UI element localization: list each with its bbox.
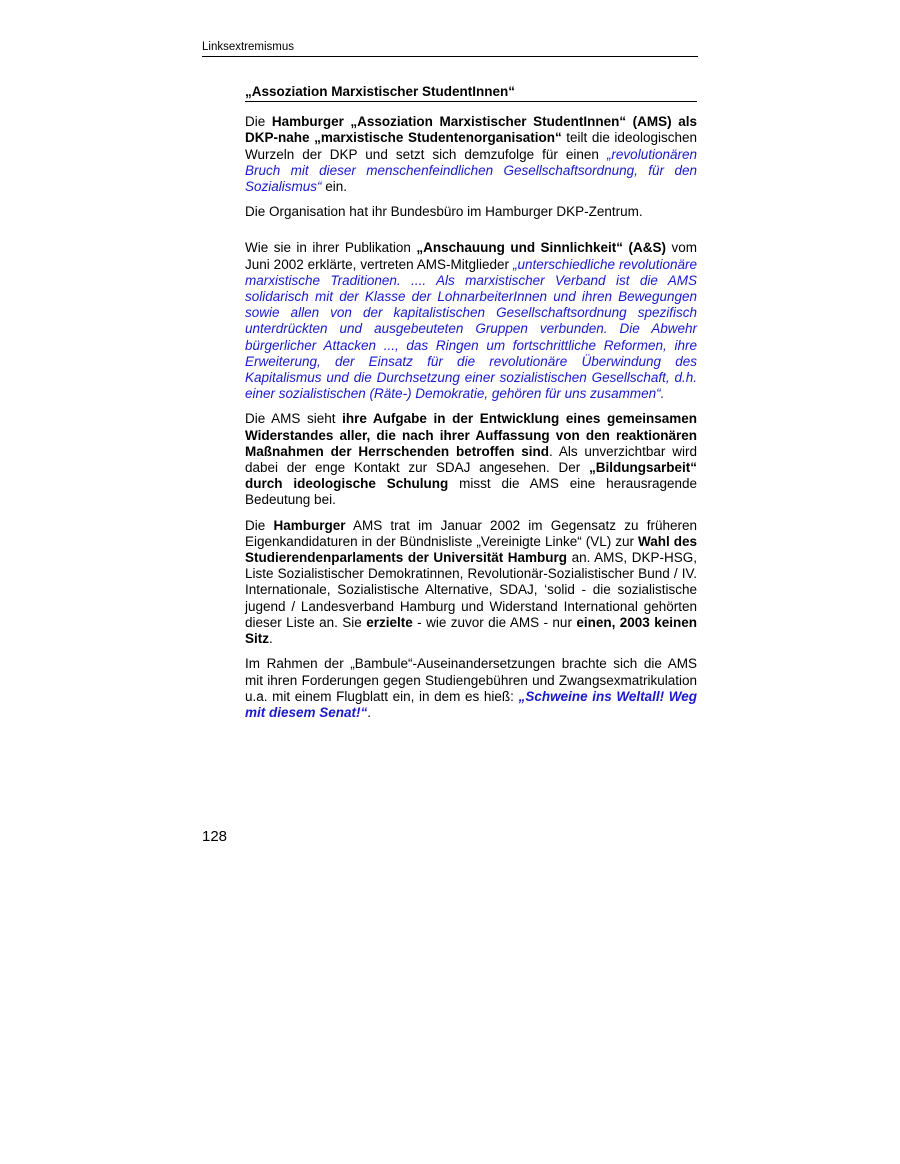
text: . xyxy=(269,631,273,647)
text: ein. xyxy=(321,179,348,195)
quote: „unterschiedliche revolutionäre marxistische Traditionen. .... Als marxistischer Verband ist die AMS solidarisch mit der Klasse der LohnarbeiterInnen und ihren Bewegungen sowie allen von der kapitalistischen Gesellschaftsordnung spezifisch unterdrückten und ausgebeuteten Gruppen verbunden. Die Abwehr bürgerlicher Attacken ..., das Ringen um fortschrittliche Reformen, ihre Erweiterung, der Einsatz für die revolutionäre Überwindung des Kapitalismus und die Durchsetzung einer sozialistischen Gesellschaft, d.h. einer sozialistischen (Räte-) Demokratie, gehören für uns zusammen“. xyxy=(245,256,697,402)
bold-text: „Bildungsarbeit“ durch ideologische Schulung xyxy=(245,460,697,492)
text: Die AMS sieht xyxy=(245,411,343,427)
text: an. AMS, DKP-HSG, Liste Sozialistischer Demokratinnen, Revolutionär-Sozialistischer Bund / IV. Internationale, Sozialistische Alternative, SDAJ, ‘solid - die sozialistische jugend / Landesverband Hamburg und Widerstand International gehörten dieser Liste an. Sie xyxy=(245,550,697,630)
running-header: Linksextremismus xyxy=(202,41,698,57)
page-number: 128 xyxy=(202,828,228,845)
text: . Als unverzichtbar wird dabei der enge Kontakt zur SDAJ angesehen. Der xyxy=(245,443,697,476)
text: Die xyxy=(245,114,272,130)
paragraph-bambule xyxy=(245,656,697,721)
quote: „revolutionären Bruch mit dieser menschenfeindlichen Gesellschaftsordnung, für den Sozialismus“ xyxy=(245,146,697,195)
text: vom Juni 2002 erklärte, vertreten AMS-Mitglieder xyxy=(245,240,697,272)
main-content xyxy=(245,84,697,730)
section-title: „Assoziation Marxistischer StudentInnen“ xyxy=(245,84,697,102)
paragraph-publication xyxy=(245,240,697,402)
text: AMS trat im Januar 2002 im Gegensatz zu früheren Eigenkandidaturen in der Bündnisliste „Vereinigte Linke“ (VL) zur xyxy=(245,517,697,549)
text: teilt die ideologischen Wurzeln der DKP und setzt sich demzufolge für einen xyxy=(245,130,697,162)
text: misst die AMS eine herausragende Bedeutung bei. xyxy=(245,476,697,508)
paragraph-office xyxy=(245,204,697,220)
bold-text: Hamburger „Assoziation Marxistischer StudentInnen“ (AMS) als DKP-nahe „marxistische Studentenorganisation“ xyxy=(245,114,697,146)
bold-text: „Anschauung und Sinnlichkeit“ (A&S) xyxy=(416,240,667,256)
bold-text: Hamburger xyxy=(273,517,346,533)
text: . xyxy=(367,704,372,720)
paragraph-task xyxy=(245,411,697,508)
text: Im Rahmen der „Bambule“-Auseinandersetzungen brachte sich die AMS mit ihren Forderungen gegen Studiengebühren und Zwangsexmatrikulation u.a. mit einem Flugblatt ein, in dem es hieß: xyxy=(245,656,697,704)
quote: „Schweine ins Weltall! Weg mit diesem Senat!“ xyxy=(245,688,697,720)
text: Die xyxy=(245,517,274,533)
bold-text: einen, 2003 keinen Sitz xyxy=(245,614,697,647)
paragraph-intro xyxy=(245,114,697,195)
text: Wie sie in ihrer Publikation xyxy=(245,240,417,256)
text: Die Organisation hat ihr Bundesbüro im Hamburger DKP-Zentrum. xyxy=(245,204,643,220)
bold-text: ihre Aufgabe in der Entwicklung eines gemeinsamen Widerstandes aller, die nach ihrer Auffassung von den reaktionären Maßnahmen der Herrschenden betroffen sind xyxy=(245,411,697,459)
paragraph-election xyxy=(245,518,697,648)
bold-text: Wahl des Studierendenparlaments der Universität Hamburg xyxy=(245,533,697,566)
text: - wie zuvor die AMS - nur xyxy=(412,614,577,630)
bold-text: erzielte xyxy=(366,614,413,630)
